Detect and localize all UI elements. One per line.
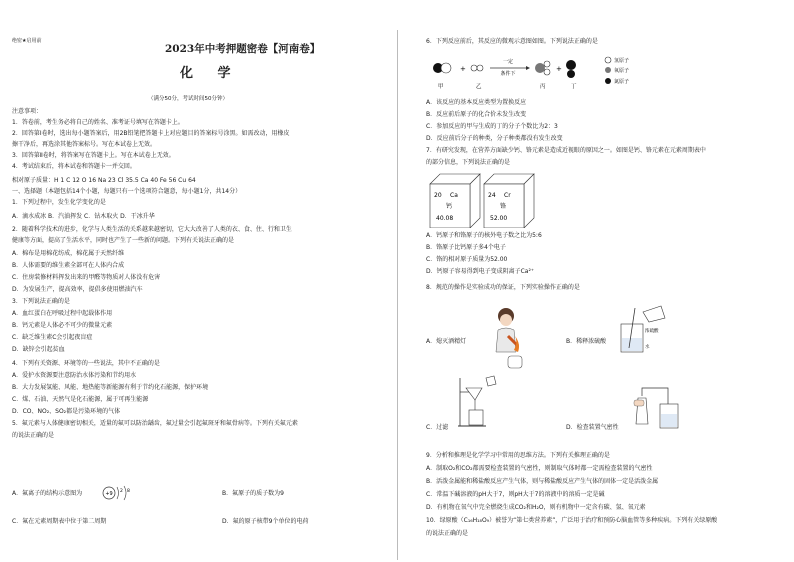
right-column (400, 0, 794, 562)
question-10: 10．绿原酸（C₁₆H₁₈O₉）被誉为“第七类营养素”，广泛用于治疗和预防心脑血管等多种疾病。下列有关绿原酸 (426, 517, 718, 524)
q5-option-d: D．氟的原子核带9个单位的电荷 (222, 518, 309, 525)
calcium-card (430, 174, 480, 228)
q6-option-a: A．该反应的基本反应类型为置换反应 (426, 99, 527, 106)
q3-option-d: D．缺锌会引起贫血 (12, 346, 65, 353)
filtration-figure (456, 374, 506, 430)
left-column (0, 0, 395, 562)
q7-option-d: D．钙原子容易得到电子变成阴离子Ca²⁺ (426, 268, 535, 275)
q8-option-b: B．稀释浓硫酸 (566, 338, 607, 345)
svg-text:铬: 铬 (500, 203, 507, 210)
legend-oxygen: 氧原子 (614, 68, 630, 74)
fluorine-ion-diagram (100, 483, 140, 503)
q2-option-b: B．人体需要的维生素全部可在人体内合成 (12, 262, 125, 269)
svg-text:钙: 钙 (446, 203, 453, 210)
question-2-cont: 健康等方面，提高了生活水平，同时也产生了一些新的问题。下列有关说法正确的是 (12, 237, 235, 244)
q6-option-c: C．参加反应的甲与生成的丁的分子个数比为2：3 (426, 123, 558, 130)
q5-option-b: B．氟原子的质子数为9 (222, 490, 284, 497)
q7-option-a: A．钙原子和铬原子的核外电子数之比为5:6 (426, 232, 542, 239)
label-ding: 丁 (571, 84, 577, 90)
question-3: 3．下列说法正确的是 (12, 298, 70, 305)
airtightness-figure (632, 384, 692, 434)
arrow-condition-2: 条件下 (500, 71, 516, 77)
q3-option-a: A．血红蛋白在呼吸过程中起载体作用 (12, 310, 113, 317)
q2-option-c: C．住房装修材料挥发出来的甲醛等物质对人体没有危害 (12, 274, 161, 281)
label-bing: 丙 (540, 84, 546, 90)
note-item: 4．考试结束后，将本试卷和答题卡一并交回。 (12, 163, 136, 170)
q4-option-d: D．CO、NO₂、SO₂都是污染环境的气体 (12, 408, 121, 415)
chromium-card (484, 174, 534, 228)
atomic-masses: 相对原子质量：H 1 C 12 O 16 Na 23 Cl 35.5 Ca 40 Fe 56 Cu 64 (12, 177, 196, 184)
alcohol-lamp-figure (488, 300, 528, 372)
label-yi: 乙 (476, 84, 482, 90)
q5-option-a: A．氟离子的结构示意图为 (12, 490, 83, 497)
note-item: 3．回答第Ⅱ卷时，将答案写在答题卡上。写在本试卷上无效。 (12, 152, 175, 159)
question-1: 1．下列过程中，发生化学变化的是 (12, 199, 106, 206)
label-jia: 甲 (438, 84, 444, 90)
question-10-cont: 的说法正确的是 (426, 530, 469, 537)
nucleus-charge: +9 (105, 491, 113, 497)
atom-legend (604, 55, 654, 89)
question-7-cont: 的部分信息，下列说法正确的是 (426, 159, 511, 166)
q8-option-c: C．过滤 (426, 424, 449, 431)
secret-mark: 绝密★启用前 (12, 38, 42, 44)
note-item: 1．答卷前，考生务必将自己的姓名、准考证号填写在答题卡上。 (12, 119, 184, 126)
arrow-condition: 一定 (502, 59, 514, 65)
q8-option-a: A．熄灭酒精灯 (426, 338, 467, 345)
svg-text:Cr: Cr (504, 192, 511, 199)
q6-option-d: D．反应前后分子的种类，分子种类都没有发生改变 (426, 135, 563, 142)
reaction-diagram (428, 52, 598, 92)
q8-option-d: D．检查装置气密性 (566, 424, 619, 431)
q9-option-a: A．制取O₂和CO₂都需要检查装置的气密性，则制取气体时都一定需检查装置的气密性 (426, 465, 653, 472)
svg-text:Ca: Ca (450, 192, 458, 199)
note-item: 擦干净后，再选涂其他答案标号。写在本试卷上无效。 (12, 141, 157, 148)
element-cards (428, 170, 538, 228)
exam-title: 2023年中考押题密卷【河南卷】 (165, 43, 321, 55)
legend-hydrogen: 氢原子 (614, 58, 630, 64)
svg-text:20: 20 (434, 192, 442, 199)
section-heading: 一、选择题（本题包括14个小题，每题只有一个选项符合题意，每小题1分，共14分） (12, 188, 242, 195)
q3-option-b: B．钙元素是人体必不可少的微量元素 (12, 322, 113, 329)
q4-option-a: A．爱护水资源要注意防治水体污染和节约用水 (12, 372, 137, 379)
question-5: 5．氟元素与人体健康密切相关，适量的氟可以防治龋齿，氟过量会引起氟斑牙和氟骨病等。下列有关氟元素 (12, 420, 298, 427)
svg-text:24: 24 (488, 192, 496, 199)
q7-option-b: B．铬原子比钙原子多4个电子 (426, 244, 506, 251)
q4-option-c: C．煤、石油、天然气是化石能源，属于可再生能源 (12, 396, 149, 403)
legend-nitrogen: 氮原子 (614, 79, 630, 85)
q9-option-c: C．常温下碱溶液的pH大于7，则pH大于7的溶液中的溶质一定是碱 (426, 491, 605, 498)
q3-option-c: C．缺乏维生素C会引起夜盲症 (12, 334, 93, 341)
shell-1-electrons: 2 (120, 489, 123, 494)
note-item: 2．回答第Ⅰ卷时，选出每小题答案后，用2B铅笔把答题卡上对应题目的答案标号涂黑。如需改动，用橡皮 (12, 130, 290, 137)
q9-option-d: D．有机物在氧气中完全燃烧生成CO₂和H₂O，则有机物中一定含有碳、氢、氧元素 (426, 504, 646, 511)
q9-option-b: B．活泼金属能和稀盐酸反应产生气体，则与稀盐酸反应产生气体的固体一定是活泼金属 (426, 478, 659, 485)
svg-text:40.08: 40.08 (436, 215, 454, 222)
q1-options: A．滴水成冰 B．汽油挥发 C．钻木取火 D．干冰升华 (12, 213, 155, 220)
svg-text:+: + (460, 65, 466, 73)
q4-option-b: B．大力发展氢能、风能、地热能等新能源有利于节约化石能源，保护环境 (12, 384, 209, 391)
q7-option-c: C．铬的相对原子质量为52.00 (426, 256, 508, 263)
question-8: 8．规范的操作是实验成功的保证，下列实验操作正确的是 (426, 284, 580, 291)
svg-text:+: + (556, 65, 562, 73)
acid-label: 浓硫酸 (645, 329, 659, 334)
q2-option-a: A．棉布是用棉花纺成，棉花属于天然纤维 (12, 250, 125, 257)
q2-option-d: D．为发展生产，提高效率，提倡多使用燃油汽车 (12, 286, 143, 293)
question-5-cont: 的说法正确的是 (12, 432, 55, 439)
q5-option-c: C．氟在元素周期表中位于第二周期 (12, 518, 107, 525)
notes-heading: 注意事项： (12, 108, 43, 115)
column-divider (397, 30, 398, 560)
q6-option-b: B．反应前后原子的化合价未发生改变 (426, 111, 527, 118)
svg-text:52.00: 52.00 (490, 215, 508, 222)
dilute-acid-figure (615, 304, 671, 362)
question-9: 9．分析和推理是化学学习中常用的思维方法。下列有关推理正确的是 (426, 452, 610, 459)
water-label: 水 (645, 345, 650, 350)
subject-title: 化 学 (180, 66, 241, 81)
score-line: （满分50分，考试时间50分钟） (148, 96, 228, 102)
question-6: 6．下列反应前后，其反应的微观示意图如图。下列说法正确的是 (426, 38, 598, 45)
question-7: 7．有研究发现，在营养方面缺少钙、铬元素是造成近视眼的原因之一。如图是钙、铬元素在元素周期表中 (426, 147, 706, 154)
question-4: 4．下列有关资源、环境等的一些说法，其中不正确的是 (12, 360, 160, 367)
question-2: 2．随着科学技术的进步，化学与人类生活的关系越来越密切，它大大改善了人类的衣、食、住、行和卫生 (12, 226, 292, 233)
shell-2-electrons: 8 (127, 489, 130, 494)
